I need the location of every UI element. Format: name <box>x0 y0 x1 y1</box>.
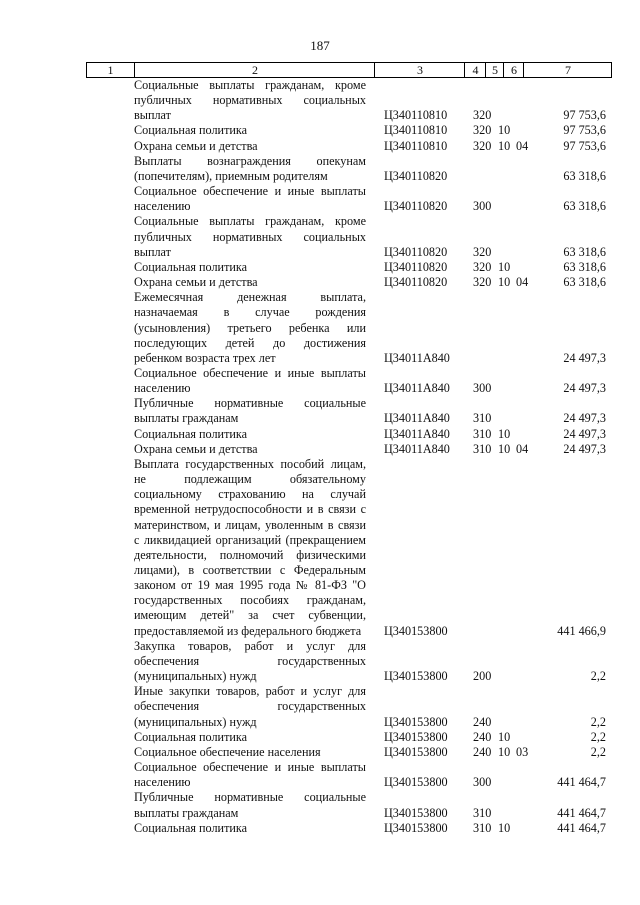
row-target-code: Ц340110820 <box>384 244 448 259</box>
table-row <box>0 366 640 396</box>
row-expense-type: 320 <box>473 244 492 259</box>
row-expense-type: 240 <box>473 714 492 729</box>
row-description: Ежемесячная денежная выплата, назначаемая в случае рождения (усыновления) третьего ребенка или последующих детей до достижения ребенком возраста трех лет <box>134 290 366 365</box>
row-description: Иные закупки товаров, работ и услуг для обеспечения государственных (муниципальных) нужд <box>134 684 366 729</box>
row-expense-type: 310 <box>473 441 492 456</box>
row-description: Охрана семьи и детства <box>134 138 258 153</box>
row-description: Социальное обеспечение населения <box>134 744 321 759</box>
row-section: 10 <box>498 820 511 835</box>
row-description: Выплата государственных пособий лицам, не подлежащим обязательному социальному страхованию на случай временной нетрудоспособности и в связи с материнством, и лицам, уволенным в связи с ликвидацией организаций (прекращением деятельности, полномочий физическими лицами), в соответствии с Федеральным законом от 19 мая 1995 года № 81-ФЗ "О государственных пособиях гражданам, имеющим детей" за счет субвенции, предоставляемой из федерального бюджета <box>134 456 366 638</box>
row-expense-type: 200 <box>473 669 492 684</box>
row-target-code: Ц340110810 <box>384 108 448 123</box>
row-expense-type: 310 <box>473 426 492 441</box>
row-expense-type: 320 <box>473 138 492 153</box>
row-target-code: Ц340110820 <box>384 168 448 183</box>
header-col-1: 1 <box>107 63 114 77</box>
row-amount: 441 466,9 <box>557 623 606 638</box>
row-target-code: Ц340153800 <box>384 623 448 638</box>
row-description: Социальная политика <box>134 820 248 835</box>
table-row <box>0 139 640 154</box>
row-section: 10 <box>498 138 511 153</box>
row-expense-type: 320 <box>473 123 492 138</box>
row-expense-type: 310 <box>473 411 492 426</box>
table-row <box>0 123 640 138</box>
table-row <box>0 275 640 290</box>
row-expense-type: 300 <box>473 775 492 790</box>
row-description: Социальные выплаты гражданам, кроме публичных нормативных социальных выплат <box>134 214 366 259</box>
row-section: 10 <box>498 426 511 441</box>
header-col-6: 6 <box>503 63 524 77</box>
row-description: Социальная политика <box>134 426 248 441</box>
row-target-code: Ц340153800 <box>384 729 448 744</box>
row-subsection: 04 <box>516 441 529 456</box>
table-row <box>0 260 640 275</box>
row-amount: 441 464,7 <box>557 775 606 790</box>
row-amount: 63 318,6 <box>563 259 606 274</box>
row-expense-type: 240 <box>473 729 492 744</box>
row-target-code: Ц34011А840 <box>384 426 450 441</box>
row-amount: 2,2 <box>590 744 606 759</box>
row-section: 10 <box>498 729 511 744</box>
row-amount: 63 318,6 <box>563 199 606 214</box>
row-amount: 63 318,6 <box>563 275 606 290</box>
row-expense-type: 320 <box>473 259 492 274</box>
header-col-5: 5 <box>485 63 504 77</box>
row-description: Социальная политика <box>134 259 248 274</box>
table-row <box>0 442 640 457</box>
table-row <box>0 730 640 745</box>
table-row <box>0 790 640 820</box>
row-target-code: Ц340153800 <box>384 775 448 790</box>
row-target-code: Ц34011А840 <box>384 441 450 456</box>
table-row <box>0 684 640 729</box>
header-col-3: 3 <box>374 63 465 77</box>
row-section: 10 <box>498 123 511 138</box>
table-row <box>0 457 640 639</box>
row-target-code: Ц34011А840 <box>384 381 450 396</box>
row-target-code: Ц340110820 <box>384 199 448 214</box>
row-target-code: Ц340110820 <box>384 275 448 290</box>
row-target-code: Ц34011А840 <box>384 411 450 426</box>
page-number: 187 <box>310 38 330 53</box>
header-col-4: 4 <box>464 63 486 77</box>
row-description: Охрана семьи и детства <box>134 441 258 456</box>
table-row <box>0 396 640 426</box>
row-target-code: Ц340153800 <box>384 669 448 684</box>
row-description: Социальное обеспечение и иные выплаты населению <box>134 760 366 790</box>
row-description: Выплаты вознаграждения опекунам (попечителям), приемным родителям <box>134 153 366 183</box>
row-description: Публичные нормативные социальные выплаты гражданам <box>134 396 366 426</box>
row-amount: 441 464,7 <box>557 805 606 820</box>
row-expense-type: 310 <box>473 820 492 835</box>
row-amount: 2,2 <box>590 669 606 684</box>
row-section: 10 <box>498 441 511 456</box>
row-target-code: Ц340153800 <box>384 714 448 729</box>
row-amount: 63 318,6 <box>563 244 606 259</box>
table-row <box>0 639 640 684</box>
row-amount: 441 464,7 <box>557 820 606 835</box>
row-description: Социальные выплаты гражданам, кроме публичных нормативных социальных выплат <box>134 78 366 123</box>
table-row <box>0 427 640 442</box>
row-subsection: 04 <box>516 275 529 290</box>
row-expense-type: 240 <box>473 744 492 759</box>
row-description: Публичные нормативные социальные выплаты гражданам <box>134 790 366 820</box>
row-amount: 97 753,6 <box>563 108 606 123</box>
table-header-row <box>86 62 612 78</box>
row-target-code: Ц340110810 <box>384 138 448 153</box>
row-target-code: Ц340153800 <box>384 744 448 759</box>
row-expense-type: 300 <box>473 381 492 396</box>
row-expense-type: 320 <box>473 108 492 123</box>
row-description: Социальное обеспечение и иные выплаты населению <box>134 184 366 214</box>
header-col-2: 2 <box>134 63 375 77</box>
row-target-code: Ц34011А840 <box>384 350 450 365</box>
row-description: Охрана семьи и детства <box>134 275 258 290</box>
row-description: Социальное обеспечение и иные выплаты населению <box>134 365 366 396</box>
table-row <box>0 821 640 836</box>
row-subsection: 03 <box>516 744 529 759</box>
table-row <box>0 184 640 214</box>
table-row <box>0 290 640 366</box>
row-subsection: 04 <box>516 138 529 153</box>
row-amount: 24 497,3 <box>563 381 606 396</box>
row-amount: 2,2 <box>590 714 606 729</box>
row-amount: 24 497,3 <box>563 411 606 426</box>
row-section: 10 <box>498 744 511 759</box>
row-expense-type: 320 <box>473 275 492 290</box>
row-description: Социальная политика <box>134 729 248 744</box>
table-row <box>0 760 640 790</box>
row-amount: 24 497,3 <box>563 441 606 456</box>
row-amount: 97 753,6 <box>563 138 606 153</box>
budget-table-body <box>0 78 640 836</box>
row-expense-type: 300 <box>473 199 492 214</box>
row-target-code: Ц340153800 <box>384 820 448 835</box>
row-target-code: Ц340110810 <box>384 123 448 138</box>
row-amount: 97 753,6 <box>563 123 606 138</box>
row-description: Закупка товаров, работ и услуг для обеспечения государственных (муниципальных) нужд <box>134 638 366 684</box>
row-amount: 2,2 <box>590 729 606 744</box>
header-col-7: 7 <box>523 63 612 77</box>
row-amount: 24 497,3 <box>563 426 606 441</box>
row-description: Социальная политика <box>134 123 248 138</box>
row-section: 10 <box>498 275 511 290</box>
row-amount: 24 497,3 <box>563 350 606 365</box>
row-target-code: Ц340110820 <box>384 259 448 274</box>
table-row <box>0 745 640 760</box>
table-row <box>0 214 640 259</box>
row-expense-type: 310 <box>473 805 492 820</box>
row-section: 10 <box>498 259 511 274</box>
row-target-code: Ц340153800 <box>384 805 448 820</box>
row-amount: 63 318,6 <box>563 168 606 183</box>
table-row <box>0 78 640 123</box>
table-row <box>0 154 640 184</box>
